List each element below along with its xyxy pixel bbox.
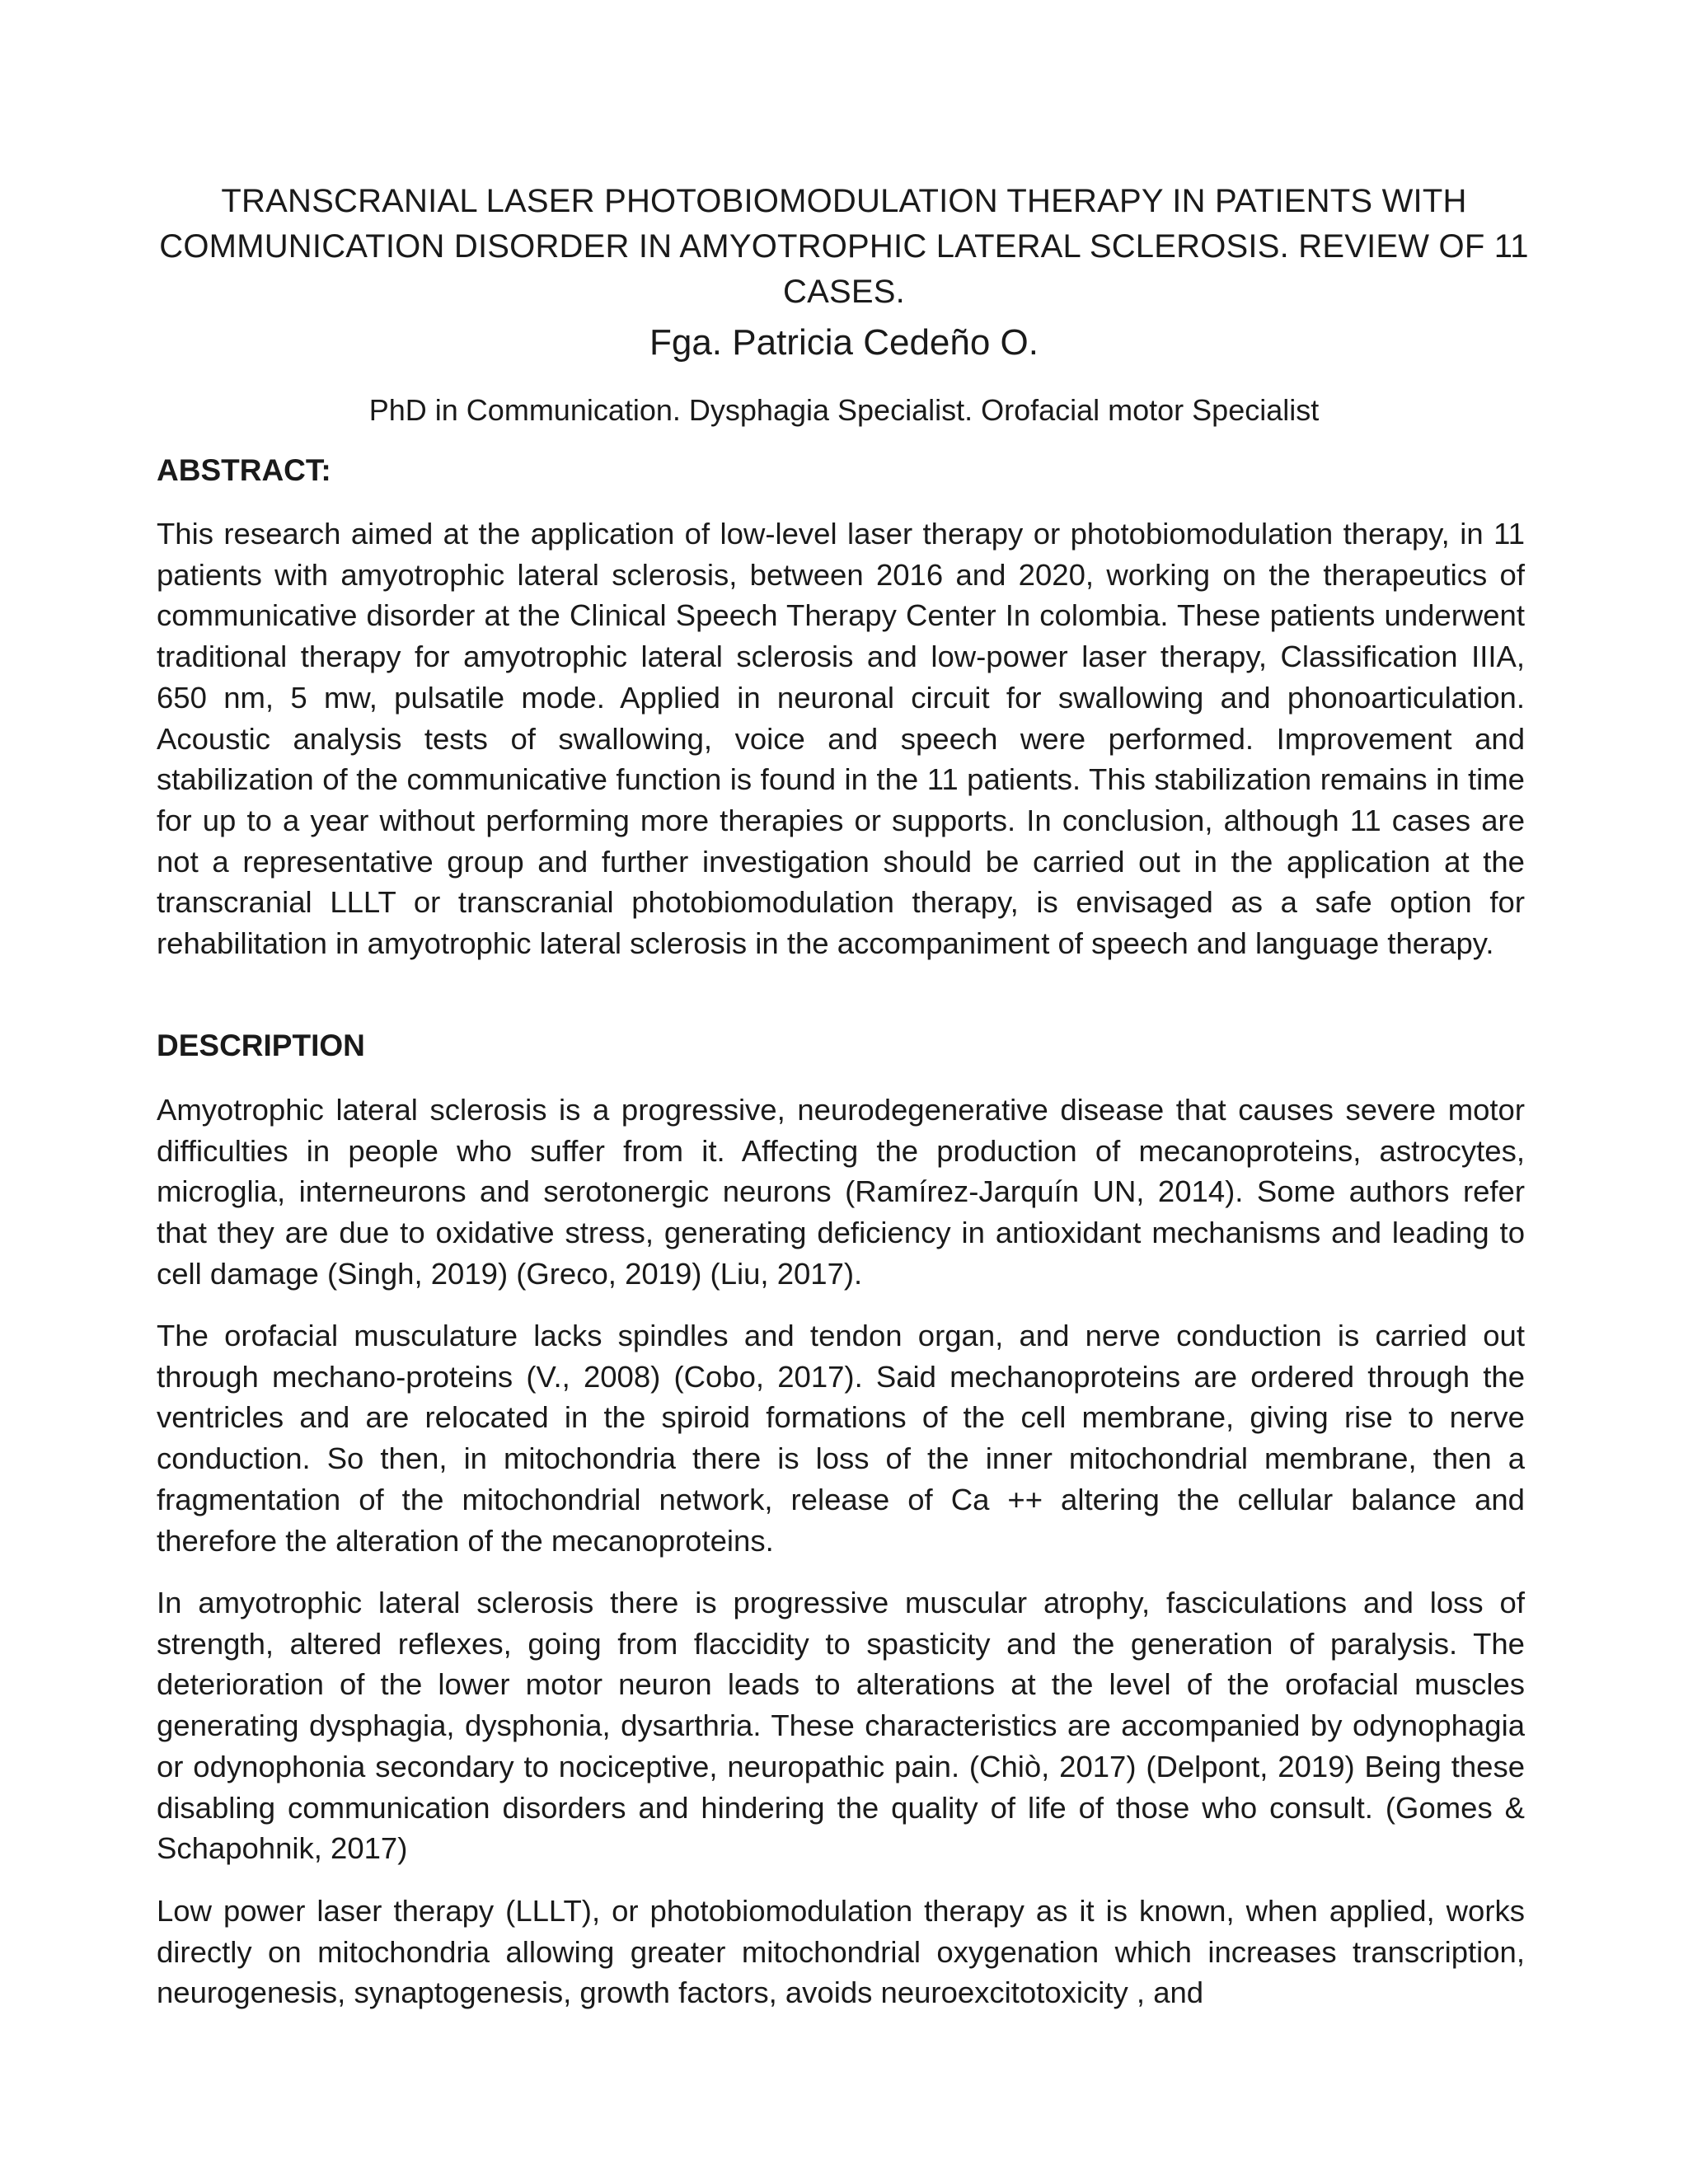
author-name: Fga. Patricia Cedeño O. bbox=[649, 322, 1039, 363]
description-paragraph-3: In amyotrophic lateral sclerosis there is progressive muscular atrophy, fasciculations and loss of strength, altered reflexes, going from flaccidity to spasticity and the generation of paralysis. The deterioration of the lower motor neuron leads to alterations at the level of the orofacial muscles generating dysphagia, dysphonia, dysarthria. These characteristics are accompanied by odynophagia or odynophonia secondary to nociceptive, neuropathic pain. (Chiò, 2017) (Delpont, 2019) Being these disabling communication disorders and hindering the quality of life of those who consult. (Gomes & Schapohnik, 2017) bbox=[157, 1586, 1525, 1866]
description-paragraph-4: Low power laser therapy (LLLT), or photobiomodulation therapy as it is known, when applied, works directly on mitochondria allowing greater mitochondrial oxygenation which increases transcription, neurogenesis, synaptogenesis, growth factors, avoids neuroexcitotoxicity , and bbox=[157, 1894, 1525, 2010]
description-heading: DESCRIPTION bbox=[157, 1029, 365, 1062]
author-affiliation: PhD in Communication. Dysphagia Specialist. Orofacial motor Specialist bbox=[368, 393, 1320, 427]
description-paragraph-2: The orofacial musculature lacks spindles and tendon organ, and nerve conduction is carried out through mechano-proteins (V., 2008) (Cobo, 2017). Said mechanoproteins are ordered through the ventricles and are relocated in the spiroid formations of the cell membrane, giving rise to nerve conduction. So then, in mitochondria there is loss of the inner mitochondrial membrane, then a fragmentation of the mitochondrial network, release of Ca ++ altering the cellular balance and therefore the alteration of the mecanoproteins. bbox=[157, 1319, 1525, 1558]
description-paragraph-1: Amyotrophic lateral sclerosis is a progressive, neurodegenerative disease that causes severe motor difficulties in people who suffer from it. Affecting the production of mecanoproteins, astrocytes, microglia, interneurons and serotonergic neurons (Ramírez-Jarquín UN, 2014). Some authors refer that they are due to oxidative stress, generating deficiency in antioxidant mechanisms and leading to cell damage (Singh, 2019) (Greco, 2019) (Liu, 2017). bbox=[157, 1093, 1525, 1291]
abstract-heading: ABSTRACT: bbox=[157, 453, 331, 487]
abstract-text: This research aimed at the application of low-level laser therapy or photobiomodulation therapy, in 11 patients with amyotrophic lateral sclerosis, between 2016 and 2020, working on the therapeutics of communicative disorder at the Clinical Speech Therapy Center In colombia. These patients underwent traditional therapy for amyotrophic lateral sclerosis and low-power laser therapy, Classification IIIA, 650 nm, 5 mw, pulsatile mode. Applied in neuronal circuit for swallowing and phonoarticulation. Acoustic analysis tests of swallowing, voice and speech were performed. Improvement and stabilization of the communicative function is found in the 11 patients. This stabilization remains in time for up to a year without performing more therapies or supports. In conclusion, although 11 cases are not a representative group and further investigation should be carried out in the application at the transcranial LLLT or transcranial photobiomodulation therapy, is envisaged as a safe option for rehabilitation in amyotrophic lateral sclerosis in the accompaniment of speech and language therapy. bbox=[157, 517, 1525, 961]
paper-title: TRANSCRANIAL LASER PHOTOBIOMODULATION THERAPY IN PATIENTS WITH COMMUNICATION DISORDER IN AMYOTROPHIC LATERAL SCLEROSIS. REVIEW OF 11 CASES. bbox=[159, 182, 1529, 310]
